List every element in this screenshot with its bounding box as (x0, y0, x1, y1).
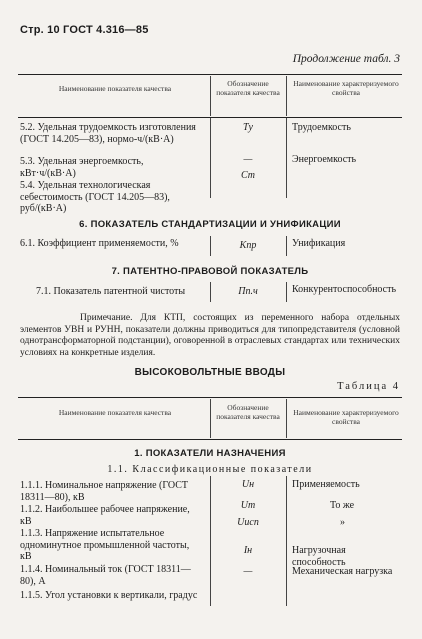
table3-s7-divider-2 (286, 282, 287, 302)
table4-row-1-1-4-symbol: Iн (243, 545, 253, 556)
table4-row-1-1-2-name: 1.1.2. Наибольшее рабочее напряжение, кВ (20, 504, 190, 527)
table3-row-7-1-name: 7.1. Показатель патентной чистоты (36, 286, 186, 297)
table3-row-7-1-symbol: Пп.ч (238, 286, 258, 297)
table4-header-divider-1 (210, 399, 211, 438)
table3-row-5-2-property: Трудоемкость (292, 122, 351, 133)
table3-header-divider-1 (210, 76, 211, 116)
table3-row-6-1-name: 6.1. Коэффициент применяемости, % (20, 238, 179, 249)
table3-row-5-2-symbol: Tу (243, 122, 253, 133)
table4-row-1-1-4-name: 1.1.4. Номинальный ток (ГОСТ 18311—80), А (20, 564, 191, 587)
table3-note: Примечание. Для КТП, состоящих из переменного набора отдельных элементов УВН и РУНН, показатели должны приводиться для типопредставителя (условной однотрансформаторной подстанции), оговоренной в отраслевых стандартах или технических условиях на конкретные изделия. (20, 313, 400, 358)
table3-row-5-2-name: 5.2. Удельная трудоемкость изготовления (ГОСТ 14.205—83), нормо-ч/(кВ·А) (20, 122, 196, 145)
table4-group-1-title: 1. ПОКАЗАТЕЛИ НАЗНАЧЕНИЯ (134, 448, 286, 459)
table3-row-6-1-symbol: Kпр (239, 240, 257, 251)
table4-header-symbol: Обозначение показателя качества (216, 403, 280, 421)
table4-header-property: Наименование характеризуемого свойства (293, 408, 399, 426)
table3-header-name: Наименование показателя качества (58, 84, 172, 93)
table4-body-divider-2 (286, 476, 287, 606)
table3-top-rule (18, 74, 402, 75)
section-title-hv-bushings: ВЫСОКОВОЛЬТНЫЕ ВВОДЫ (134, 367, 286, 378)
table3-row-6-1-property: Унификация (292, 238, 346, 249)
table3-row-5-4-symbol: Cт (241, 170, 255, 181)
table4-header-name: Наименование показателя качества (58, 408, 172, 417)
table4-row-1-1-1-property: Применяемость (292, 479, 360, 490)
table4-row-1-1-2-property: То же (330, 500, 355, 511)
table4-row-1-1-3-property: » (340, 517, 345, 528)
page-header: Стр. 10 ГОСТ 4.316—85 (20, 24, 149, 36)
table4-row-1-1-5-name: 1.1.5. Угол установки к вертикали, градус (20, 590, 198, 601)
table4-row-1-1-3-name: 1.1.3. Напряжение испытательное одноминутное промышленной частоты, кВ (20, 528, 190, 562)
table4-row-1-1-3-symbol: Uисп (237, 517, 259, 528)
table3-row-5-3-name: 5.3. Удельная энергоемкость, кВт·ч/(кВ·А) (20, 156, 144, 179)
table4-row-1-1-5-symbol: — (243, 566, 253, 577)
table3-body-divider-1 (210, 118, 211, 198)
table3-s6-divider-1 (210, 236, 211, 256)
table3-header-divider-2 (286, 76, 287, 116)
table3-header-symbol: Обозначение показателя качества (216, 79, 280, 97)
table3-section-6-title: 6. ПОКАЗАТЕЛЬ СТАНДАРТИЗАЦИИ И УНИФИКАЦИИ (79, 219, 341, 230)
table3-row-7-1-property: Конкурентоспособность (292, 284, 397, 295)
table3-s7-divider-1 (210, 282, 211, 302)
table3-row-5-4-name: 5.4. Удельная технологическая себестоимость (ГОСТ 14.205—83), руб/(кВ·А) (20, 180, 170, 214)
table4-row-1-1-5-property: Механическая нагрузка (292, 566, 393, 577)
table3-header-property: Наименование характеризуемого свойства (293, 79, 399, 97)
table4-header-bottom-rule (18, 439, 402, 440)
table4-row-1-1-4-property: Нагрузочная способность (292, 545, 346, 568)
table3-body-divider-2 (286, 118, 287, 198)
table3-section-7-title: 7. ПАТЕНТНО-ПРАВОВОЙ ПОКАЗАТЕЛЬ (111, 266, 309, 277)
table3-s6-divider-2 (286, 236, 287, 256)
table4-header-divider-2 (286, 399, 287, 438)
table4-row-1-1-1-name: 1.1.1. Номинальное напряжение (ГОСТ 18311—80), кВ (20, 480, 189, 503)
table4-subgroup-title: 1.1. Классификационные показатели (107, 464, 313, 475)
table4-row-1-1-1-symbol: Uн (241, 479, 255, 490)
table3-row-5-3-property: Энергоемкость (292, 154, 357, 165)
table4-body-divider-1 (210, 476, 211, 606)
table3-row-5-3-symbol: — (243, 154, 253, 165)
table-continuation-label: Продолжение табл. 3 (292, 53, 400, 65)
table4-row-1-1-2-symbol: Uт (240, 500, 256, 511)
table4-caption: Таблица 4 (337, 381, 400, 392)
table4-top-rule (18, 397, 402, 398)
